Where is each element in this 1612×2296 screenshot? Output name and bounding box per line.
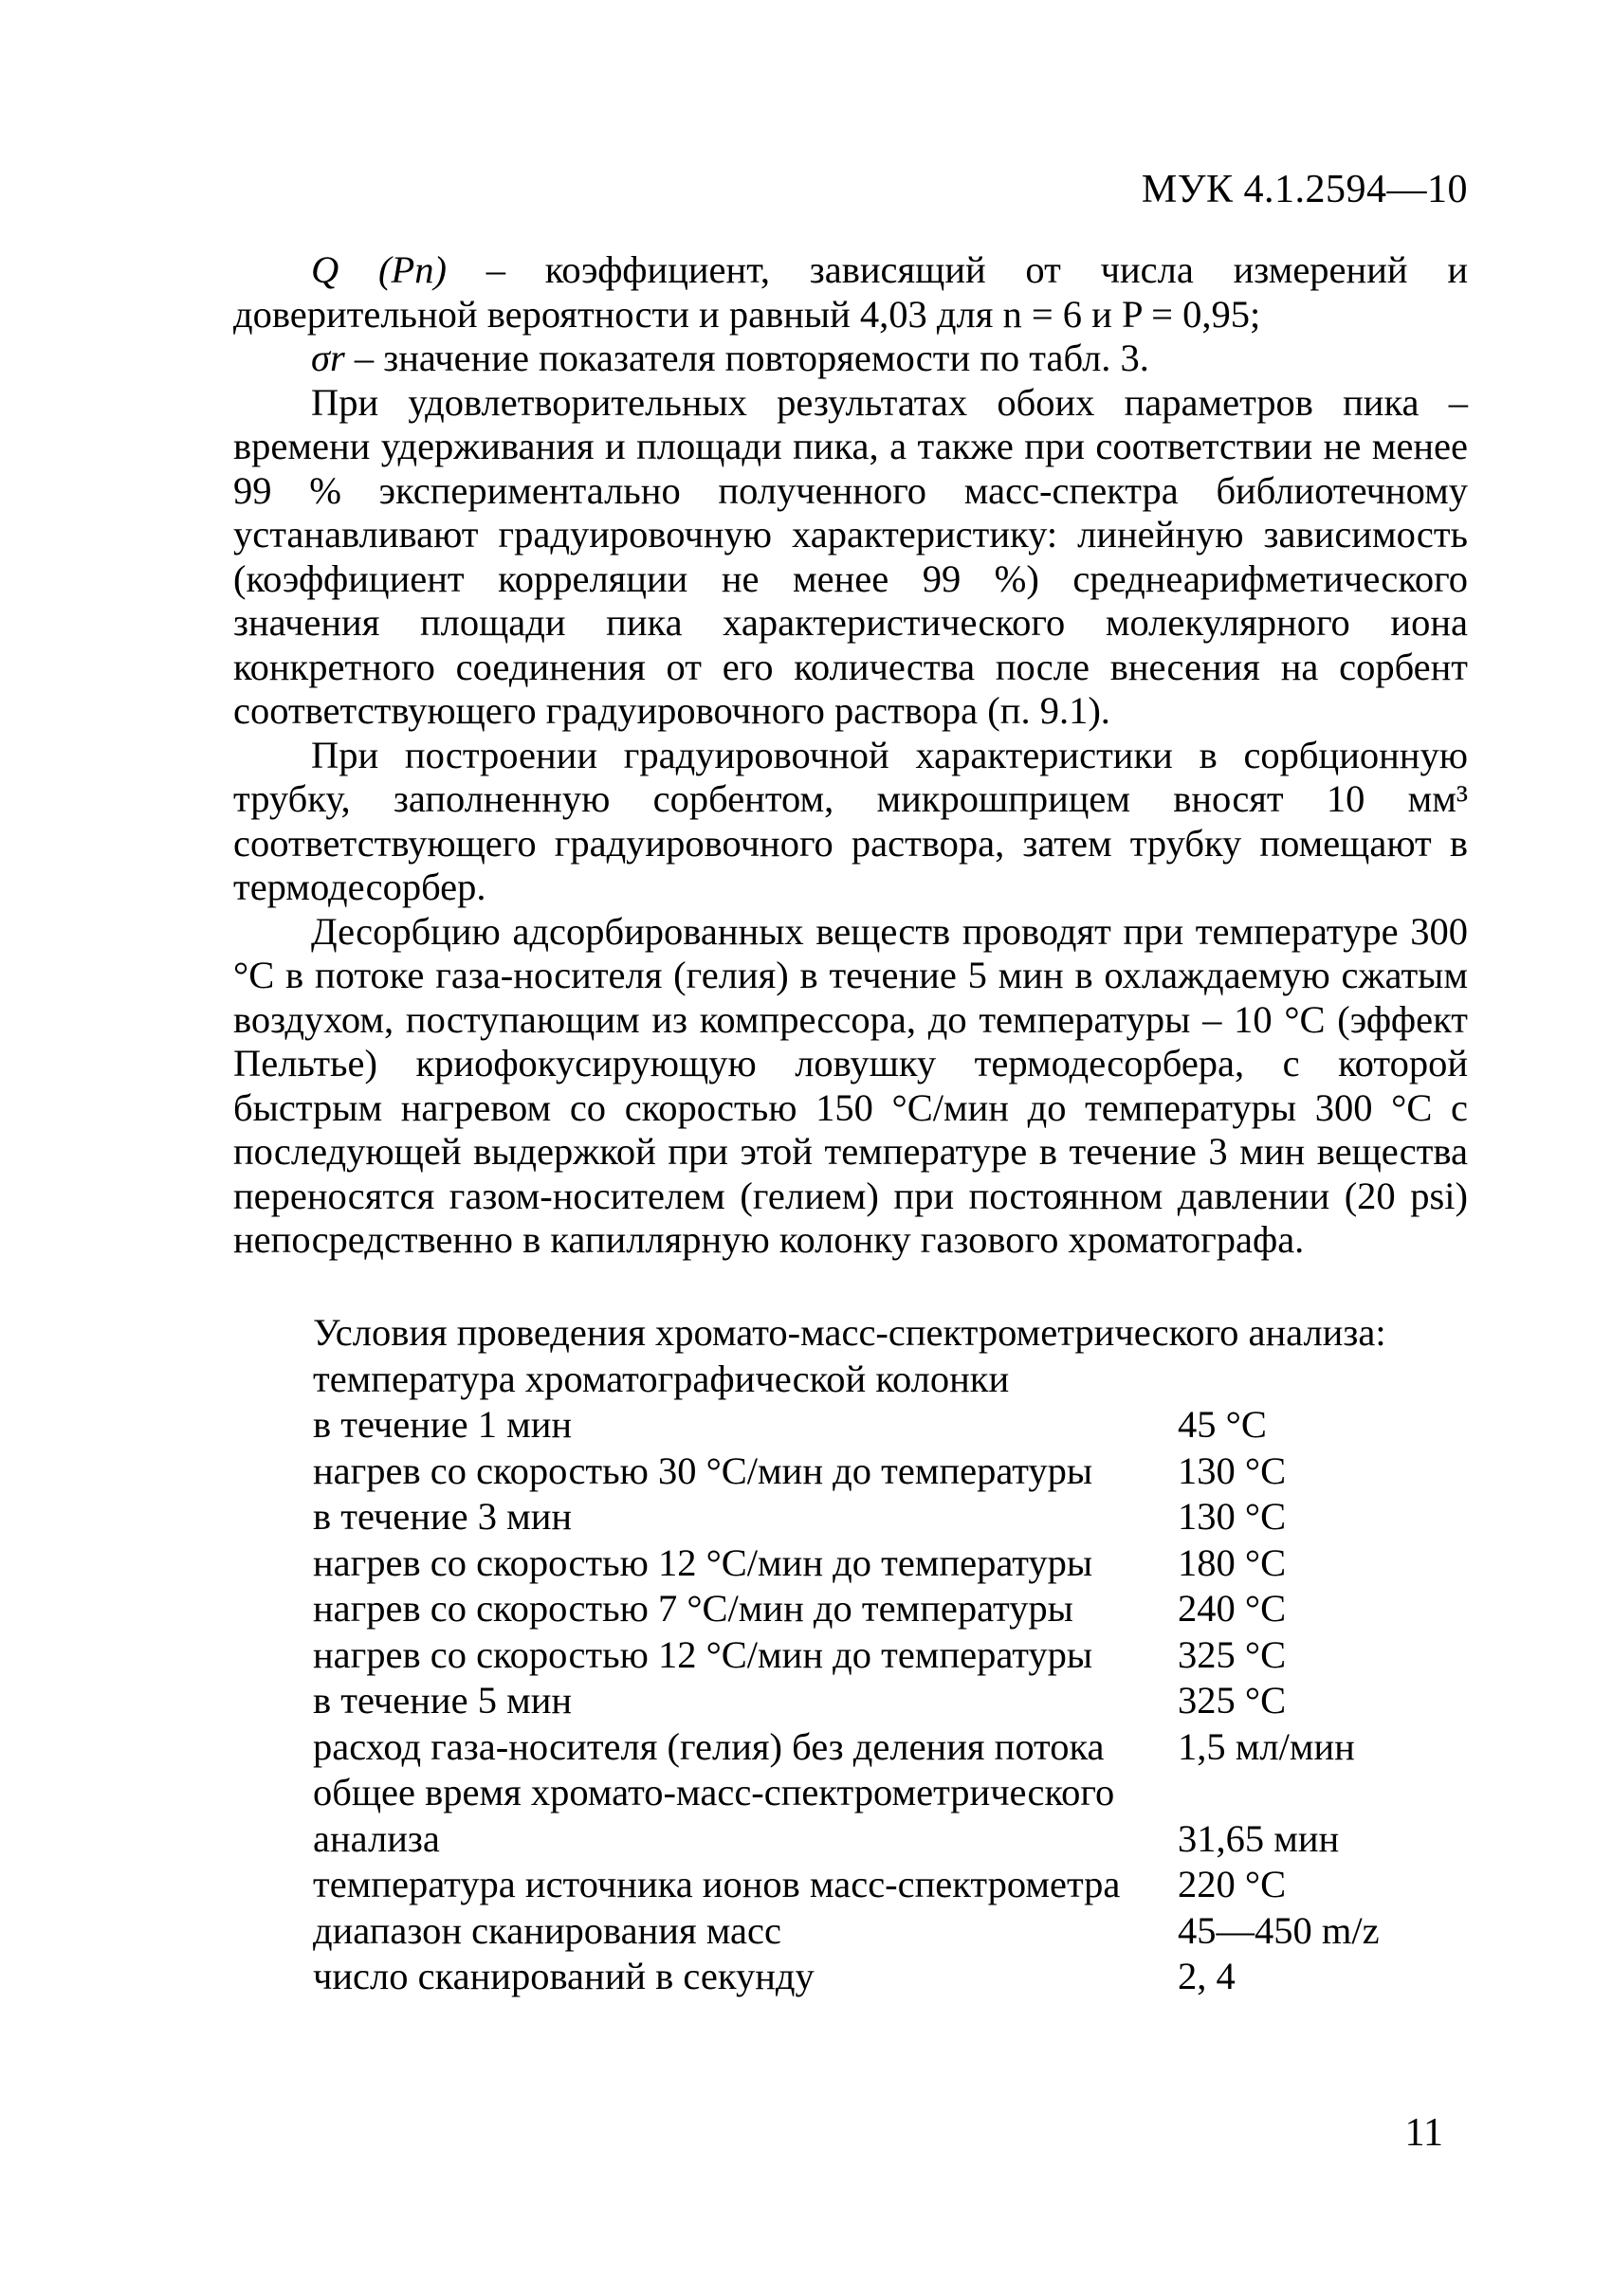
condition-value	[1178, 1770, 1451, 1816]
document-body	[233, 248, 1468, 1263]
condition-label: нагрев со скоростью 7 °С/мин до температуры	[313, 1587, 1073, 1630]
condition-value: 325 °С	[1178, 1679, 1287, 1722]
condition-value: 325 °С	[1178, 1632, 1287, 1676]
condition-label: анализа	[313, 1816, 440, 1860]
paragraph: При удовлетворительных результатах обоих параметров пика – времени удерживания и площади пика, а также при соответствии не менее 99 % экспериментально полученного масс-спектра библиотечному устанавливают градуировочную характеристику: линейную зависимость (коэффициент корреляции не менее 99 %) среднеарифметического значения площади пика характеристического молекулярного иона конкретного соединения от его количества после внесения на сорбент соответствующего градуировочного раствора (п. 9.1).	[233, 380, 1468, 732]
definition-sigma	[233, 337, 1468, 381]
condition-row	[313, 1816, 1451, 1863]
condition-value: 240 °С	[1178, 1587, 1287, 1630]
condition-row	[313, 1402, 1451, 1449]
condition-row	[313, 1724, 1451, 1771]
condition-value: 2, 4	[1178, 1955, 1236, 1997]
document-code: МУК 4.1.2594—10	[1141, 168, 1468, 211]
definition-q	[233, 248, 1468, 337]
condition-value: 180 °С	[1178, 1540, 1287, 1584]
condition-value: 45—450 m/z	[1178, 1908, 1380, 1952]
condition-row	[313, 1908, 1451, 1955]
condition-label: температура источника ионов масс-спектрометра	[313, 1863, 1121, 1905]
paragraph: Десорбцию адсорбированных веществ проводят при температуре 300 °С в потоке газа-носителя (гелия) в течение 5 мин в охлаждаемую сжатым воздухом, поступающим из компрессора, до температуры – 10 °С (эффект Пельтье) криофокусирующую ловушку термодесорбера, с которой быстрым нагревом со скоростью 150 °С/мин до температуры 300 °С с последующей выдержкой при этой температуре в течение 3 мин вещества переносятся газом-носителем (гелием) при постоянном давлении (20 psi) непосредственно в капиллярную колонку газового хроматографа.	[233, 909, 1468, 1261]
condition-label: в течение 3 мин	[313, 1495, 573, 1538]
condition-label: расход газа-носителя (гелия) без деления потока	[313, 1724, 1105, 1768]
condition-value: 130 °С	[1178, 1449, 1287, 1492]
paragraph: При построении градуировочной характеристики в сорбционную трубку, заполненную сорбентом, микрошприцем вносят 10 мм³ соответствующего градуировочного раствора, затем трубку помещают в термодесорбер.	[233, 733, 1468, 908]
definition-symbol: Q (Pn)	[311, 248, 447, 291]
condition-row	[313, 1770, 1451, 1816]
condition-row	[313, 1494, 1451, 1540]
definition-text: – коэффициент, зависящий от числа измерений и доверительной вероятности и равный 4,03 для n = 6 и P = 0,95;	[233, 248, 1468, 336]
condition-row	[313, 1678, 1451, 1724]
condition-value: 45 °С	[1178, 1403, 1267, 1446]
condition-label: в течение 5 мин	[313, 1679, 573, 1722]
condition-value: 220 °С	[1178, 1863, 1287, 1905]
definition-text: – значение показателя повторяемости по табл. 3.	[344, 337, 1149, 379]
condition-label: общее время хромато-масс-спектрометрического	[313, 1771, 1115, 1813]
condition-row	[313, 1540, 1451, 1587]
conditions-table	[313, 1402, 1451, 2000]
conditions-subtitle: температура хроматографической колонки	[313, 1357, 1010, 1400]
condition-value: 31,65 мин	[1178, 1816, 1340, 1860]
condition-label: нагрев со скоростью 12 °С/мин до температуры	[313, 1540, 1093, 1584]
analysis-conditions	[313, 1310, 1451, 2000]
condition-label: в течение 1 мин	[313, 1403, 573, 1446]
condition-row	[313, 1632, 1451, 1679]
condition-label: нагрев со скоростью 30 °С/мин до температуры	[313, 1449, 1093, 1492]
condition-label: число сканирований в секунду	[313, 1955, 815, 1997]
page-number: 11	[1404, 2111, 1443, 2155]
condition-value: 1,5 мл/мин	[1178, 1724, 1355, 1768]
condition-row	[313, 1449, 1451, 1495]
condition-row	[313, 1954, 1451, 2000]
condition-row	[313, 1862, 1451, 1908]
condition-value: 130 °С	[1178, 1495, 1287, 1538]
condition-row	[313, 1586, 1451, 1632]
condition-label: нагрев со скоростью 12 °С/мин до температуры	[313, 1632, 1093, 1676]
condition-label: диапазон сканирования масс	[313, 1908, 781, 1952]
definition-symbol: σr	[311, 337, 345, 379]
conditions-title: Условия проведения хромато-масс-спектрометрического анализа:	[313, 1311, 1386, 1354]
